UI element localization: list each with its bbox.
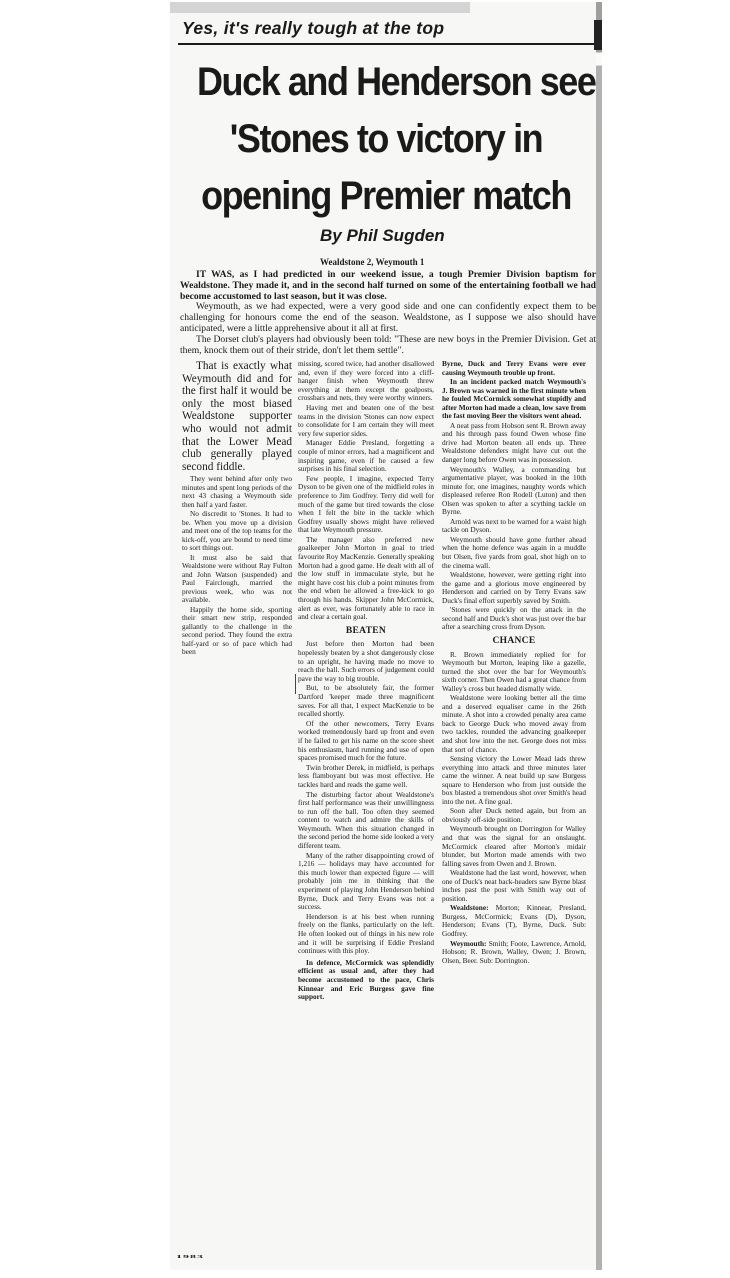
- match-score: Wealdstone 2, Weymouth 1: [320, 257, 425, 267]
- kicker-headline: Yes, it's really tough at the top: [182, 18, 445, 38]
- main-headline: [197, 54, 596, 225]
- body-paragraph: The disturbing factor about Wealdstone's first half performance was their unwillingness to run off the ball. Too often they seemed content to watch and admire the skills of Weymouth. When this situation changed in the second period the home side looked a very different team.: [298, 789, 434, 851]
- scan-right-edge: [596, 2, 602, 1270]
- team-lineup: [442, 904, 586, 938]
- body-paragraph: They went behind after only two minutes and spent long periods of the next 43 chasing a Weymouth side then half a yard faster.: [182, 474, 292, 509]
- scan-top-strip: [170, 2, 470, 13]
- body-paragraph: Having met and beaten one of the best teams in the division 'Stones can now expect to consolidate for I am certain they will meet very few superior sides.: [298, 402, 434, 438]
- body-paragraph: Of the other newcomers, Terry Evans worked tremendously hard up front and even if he failed to get his name on the score sheet his enthusiasm, hard running and use of open spaces promised much for the future.: [298, 718, 434, 763]
- intro-paragraphs: [180, 270, 596, 356]
- body-paragraph: R. Brown immediately replied for for Weymouth but Morton, leaping like a gazelle, turned the shot over the bar for Weymouth's sixth corner. Then Owen had a great chance from Walley's cross but headed dismally wide.: [442, 649, 586, 693]
- body-paragraph: Manager Eddie Presland, forgetting a couple of minor errors, had a magnificent and inspiring game, even if he caused a few surprises in his final selection.: [298, 438, 434, 474]
- team-label: Wealdstone:: [450, 903, 489, 913]
- body-paragraph: Few people, I imagine, expected Terry Dyson to be given one of the midfield roles in preference to Jim Godfrey. Terry did well for much of the game but tired towards the close when I felt the bite in the tackle which Godfrey usually shows might have relieved that late Weymouth pressure.: [298, 473, 434, 535]
- body-paragraph: A neat pass from Hobson sent R. Brown away and his through pass found Owen whose fine drive had Morton beaten all ends up. Three Wealdstone defenders might have cut out the danger long before Owen was in possession.: [442, 420, 586, 465]
- body-paragraph: But, to be absolutely fair, the former Dartford 'keeper made three magnificent saves. For all that, I expect MacKenzie to be recalled shortly.: [298, 683, 434, 719]
- kicker-rule: [178, 43, 596, 45]
- body-paragraph: In defence, McCormick was splendidly efficient as usual and, after they had become accustomed to the pace, Chris Kinnear and Eric Burgess gave fine support.: [298, 957, 434, 1002]
- body-paragraph: The manager also preferred new goalkeeper John Morton in goal to tried favourite Roy MacKenzie. Generally speaking Morton had a good game. He dealt with all of the low stuff in immaculate style, but he might have cost his club a point minutes from the end when he allowed a free-kick to go through his hands. Skipper John McCormick, alert as ever, was fortunately able to race in and clear a certain goal.: [298, 534, 434, 622]
- cropped-text-fragment: 1983: [176, 1254, 204, 1259]
- article-column-3: [442, 360, 586, 966]
- headline-line: opening Premier match: [201, 174, 571, 218]
- team-players: Smith; Foote, Lawrence, Arnold, Hobson; R. Brown, Walley, Owen; J. Brown, Olsen, Beer. Sub: Dorrington.: [442, 938, 586, 965]
- body-paragraph: In an incident packed match Weymouth's J. Brown was warned in the first minute when he fouled McCormick somewhat stupidly and after Morton had made a clean, low save from the fast moving Beer the visitors went ahead.: [442, 377, 586, 421]
- body-paragraph: Wealdstone, however, were getting right into the game and a glorious move engineered by Henderson and carried on by Terry Evans saw Duck's final effort superbly saved by Smith.: [442, 570, 586, 605]
- body-paragraph: Byrne, Duck and Terry Evans were ever causing Weymouth trouble up front.: [442, 359, 586, 377]
- subheading-beaten: BEATEN: [345, 625, 387, 636]
- body-paragraph: Many of the rather disappointing crowd of 1,216 — holidays may have accounted for this much lower than expected figure — will probably join me in thinking that the experiment of playing John Henderson behind Byrne, Duck and Terry Evans was not a success.: [298, 850, 434, 912]
- intro-para: Weymouth, as we had expected, were a very good side and one can confidently expect them to be challenging for honours come the end of the season. Wealdstone, as I suppose we also should have anticipated, were a little apprehensive about it all at first.: [180, 301, 596, 334]
- body-paragraph: Wealdstone were looking better all the time and a deserved equaliser came in the 26th minute. A shot into a crowded penalty area came back to George Duck who moved away from two tackles, rounded the advancing goalkeeper and shot low into the net. George does not miss that sort of chance.: [442, 693, 586, 754]
- body-paragraph: 'Stones were quickly on the attack in the second half and Duck's shot was just over the bar after a searching cross from Dyson.: [442, 605, 586, 632]
- body-paragraph: missing, scored twice, had another disallowed and, even if they were forced into a cliff-hanger finish when Weymouth threw everything at them except the goalposts, crossbars and nets, they were worthy winners.: [298, 359, 434, 403]
- intro-para: IT WAS, as I had predicted in our weekend issue, a tough Premier Division baptism for Wealdstone. They made it, and in the second half turned on some of the entertaining football we had become accustomed to last season, but it was close.: [180, 269, 596, 302]
- team-lineup: [442, 940, 586, 966]
- headline-line: 'Stones to victory in: [229, 117, 543, 161]
- column-rule: [295, 674, 296, 694]
- newspaper-clipping: [170, 2, 602, 1270]
- body-paragraph: Arnold was next to be warned for a waist high tackle on Dyson.: [442, 516, 586, 535]
- body-paragraph: Sensing victory the Lower Mead lads threw everything into attack and three minutes later came the winner. A neat build up saw Burgess square to Henderson who from just outside the box blasted a tremendous shot over Smith's head into the net. A fine goal.: [442, 754, 586, 806]
- scan-edge-mark: [594, 20, 602, 50]
- subheading-chance: CHANCE: [492, 635, 536, 646]
- article-column-2: [298, 360, 434, 1003]
- intro-para: The Dorset club's players had obviously been told: "These are new boys in the Premier Division. Get at them, knock them out of their stride, don't let them settle".: [180, 333, 596, 356]
- body-paragraph: Just before then Morton had been hopelessly beaten by a shot dangerously close to an upright, he having made no move to reach the ball. Such errors of judgement could pave the way to big trouble.: [298, 639, 434, 683]
- body-paragraph: No discredit to 'Stones. It had to be. When you move up a division and meet one of the top teams for the kick-off, you are bound to need time to sort things out.: [182, 509, 292, 553]
- body-paragraph: It must also be said that Wealdstone were without Ray Fulton and John Watson (suspended) and Paul Fairclough, married the previous week, who was not available.: [182, 552, 292, 605]
- headline-line: Duck and Henderson see: [197, 60, 596, 104]
- body-paragraph: Twin brother Derek, in midfield, is perhaps less flamboyant but was most effective. He tackles hard and reads the game well.: [298, 762, 434, 789]
- byline: By Phil Sugden: [320, 226, 445, 245]
- body-paragraph: Weymouth's Walley, a commanding but argumentative player, was booked in the 10th minute for, one imagines, naughty words which displeased referee Ron Rodell (Luton) and then Olsen was spoken to after a scything tackle on Byrne.: [442, 464, 586, 517]
- body-paragraph: Weymouth should have gone further ahead when the home defence was again in a muddle but Olsen, five yards from goal, shot high on to the cinema wall.: [442, 534, 586, 570]
- body-paragraph: Happily the home side, sporting their smart new strip, responded gallantly to the challenge in the second period. They found the extra half-yard or so of pace which had been: [182, 604, 292, 657]
- body-paragraph: Wealdstone had the last word, however, when one of Duck's neat back-headers saw Byrne blast inches past the post with Smith way out of position.: [442, 868, 586, 903]
- lead-paragraph: That is exactly what Weymouth did and for the first half it would be only the most biased Wealdstone supporter who would not admit that the Lower Mead club generally played second fiddle.: [182, 360, 292, 473]
- team-players: Morton; Kinnear, Presland, Burgess, McCormick; Evans (D), Dyson, Henderson; Evans (T), Byrne, Duck. Sub: Godfrey.: [442, 903, 586, 938]
- body-paragraph: Soon after Duck netted again, but from an obviously off-side position.: [442, 806, 586, 824]
- body-paragraph: Weymouth brought on Dorrington for Walley and that was the signal for an onslaught. McCormick cleared after Morton's midair blunder, but Morton made amends with two falling saves from Owen and J. Brown.: [442, 824, 586, 868]
- body-paragraph: Henderson is at his best when running freely on the flanks, particularly on the left. He often looked out of things in his new role and it will be surprising if Eddie Presland continues with this ploy.: [298, 911, 434, 956]
- team-label: Weymouth:: [450, 938, 487, 948]
- article-column-1: [182, 360, 292, 658]
